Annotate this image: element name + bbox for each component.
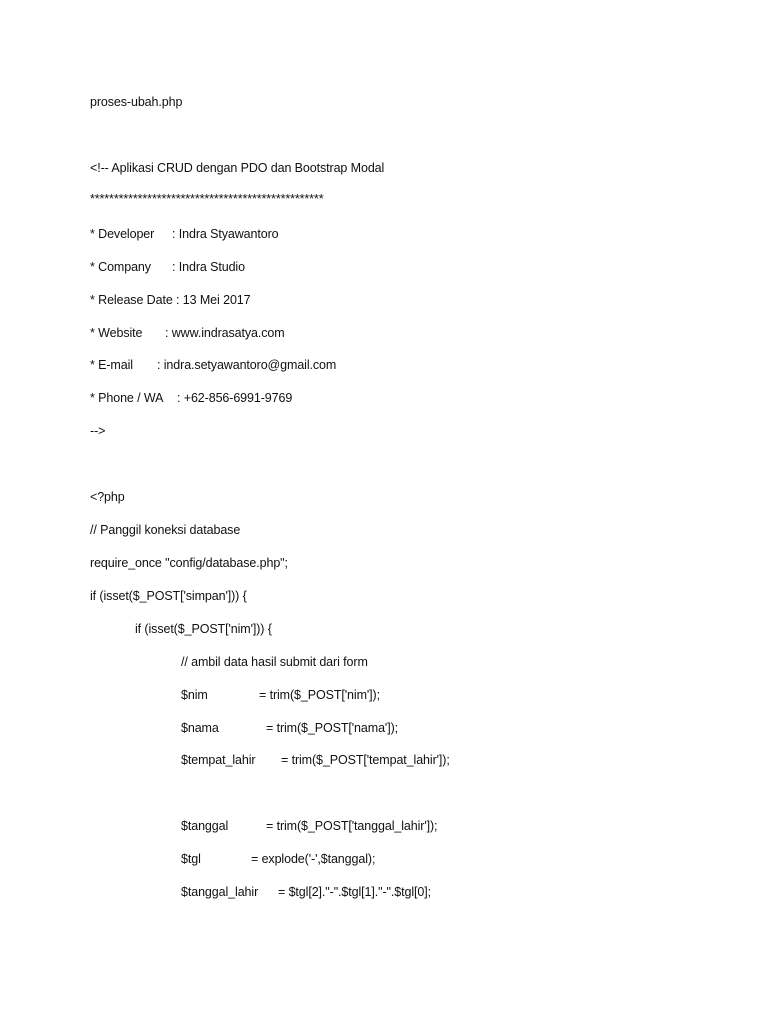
tgl-line <box>181 851 375 867</box>
company-line <box>90 259 245 275</box>
email-value: : indra.setyawantoro@gmail.com <box>157 358 337 372</box>
stars-line: ************************************************* <box>90 192 324 206</box>
tanggal-value: = trim($_POST['tanggal_lahir']); <box>266 819 438 833</box>
nim-var: $nim <box>181 688 208 702</box>
website-line <box>90 325 285 341</box>
tanggal-var: $tanggal <box>181 819 229 833</box>
release-date-line: * Release Date : 13 Mei 2017 <box>90 293 251 307</box>
phone-label: * Phone / WA <box>90 391 164 405</box>
tanggal-lahir-var: $tanggal_lahir <box>181 885 259 899</box>
tgl-var: $tgl <box>181 852 201 866</box>
php-open-line: <?php <box>90 490 125 504</box>
developer-label: * Developer <box>90 227 155 241</box>
developer-line <box>90 226 279 242</box>
nama-value: = trim($_POST['nama']); <box>266 721 399 735</box>
tanggal-lahir-line <box>181 884 431 900</box>
tempat-lahir-value: = trim($_POST['tempat_lahir']); <box>281 753 450 767</box>
phone-line <box>90 390 292 406</box>
if-nim-line: if (isset($_POST['nim'])) { <box>135 622 272 636</box>
tgl-value: = explode('-',$tanggal); <box>251 852 376 866</box>
comment-open-line: <!-- Aplikasi CRUD dengan PDO dan Bootstrap Modal <box>90 161 385 175</box>
company-value: : Indra Studio <box>172 260 245 274</box>
phone-value: : +62-856-6991-9769 <box>177 391 293 405</box>
if-simpan-line: if (isset($_POST['simpan'])) { <box>90 589 247 603</box>
require-line: require_once "config/database.php"; <box>90 556 288 570</box>
email-label: * E-mail <box>90 358 133 372</box>
nama-var: $nama <box>181 721 219 735</box>
developer-value: : Indra Styawantoro <box>172 227 279 241</box>
tempat-lahir-var: $tempat_lahir <box>181 753 256 767</box>
email-line <box>90 357 336 373</box>
website-label: * Website <box>90 326 143 340</box>
nim-line <box>181 687 380 703</box>
company-label: * Company <box>90 260 151 274</box>
nim-value: = trim($_POST['nim']); <box>259 688 380 702</box>
comment-ambil-line: // ambil data hasil submit dari form <box>181 655 368 669</box>
tanggal-line <box>181 818 437 834</box>
tempat-lahir-line <box>181 752 450 768</box>
comment-koneksi-line: // Panggil koneksi database <box>90 523 241 537</box>
comment-close-line: --> <box>90 424 106 438</box>
nama-line <box>181 720 398 736</box>
tanggal-lahir-value: = $tgl[2]."-".$tgl[1]."-".$tgl[0]; <box>278 885 431 899</box>
website-value: : www.indrasatya.com <box>165 326 285 340</box>
filename-heading: proses-ubah.php <box>90 95 183 109</box>
